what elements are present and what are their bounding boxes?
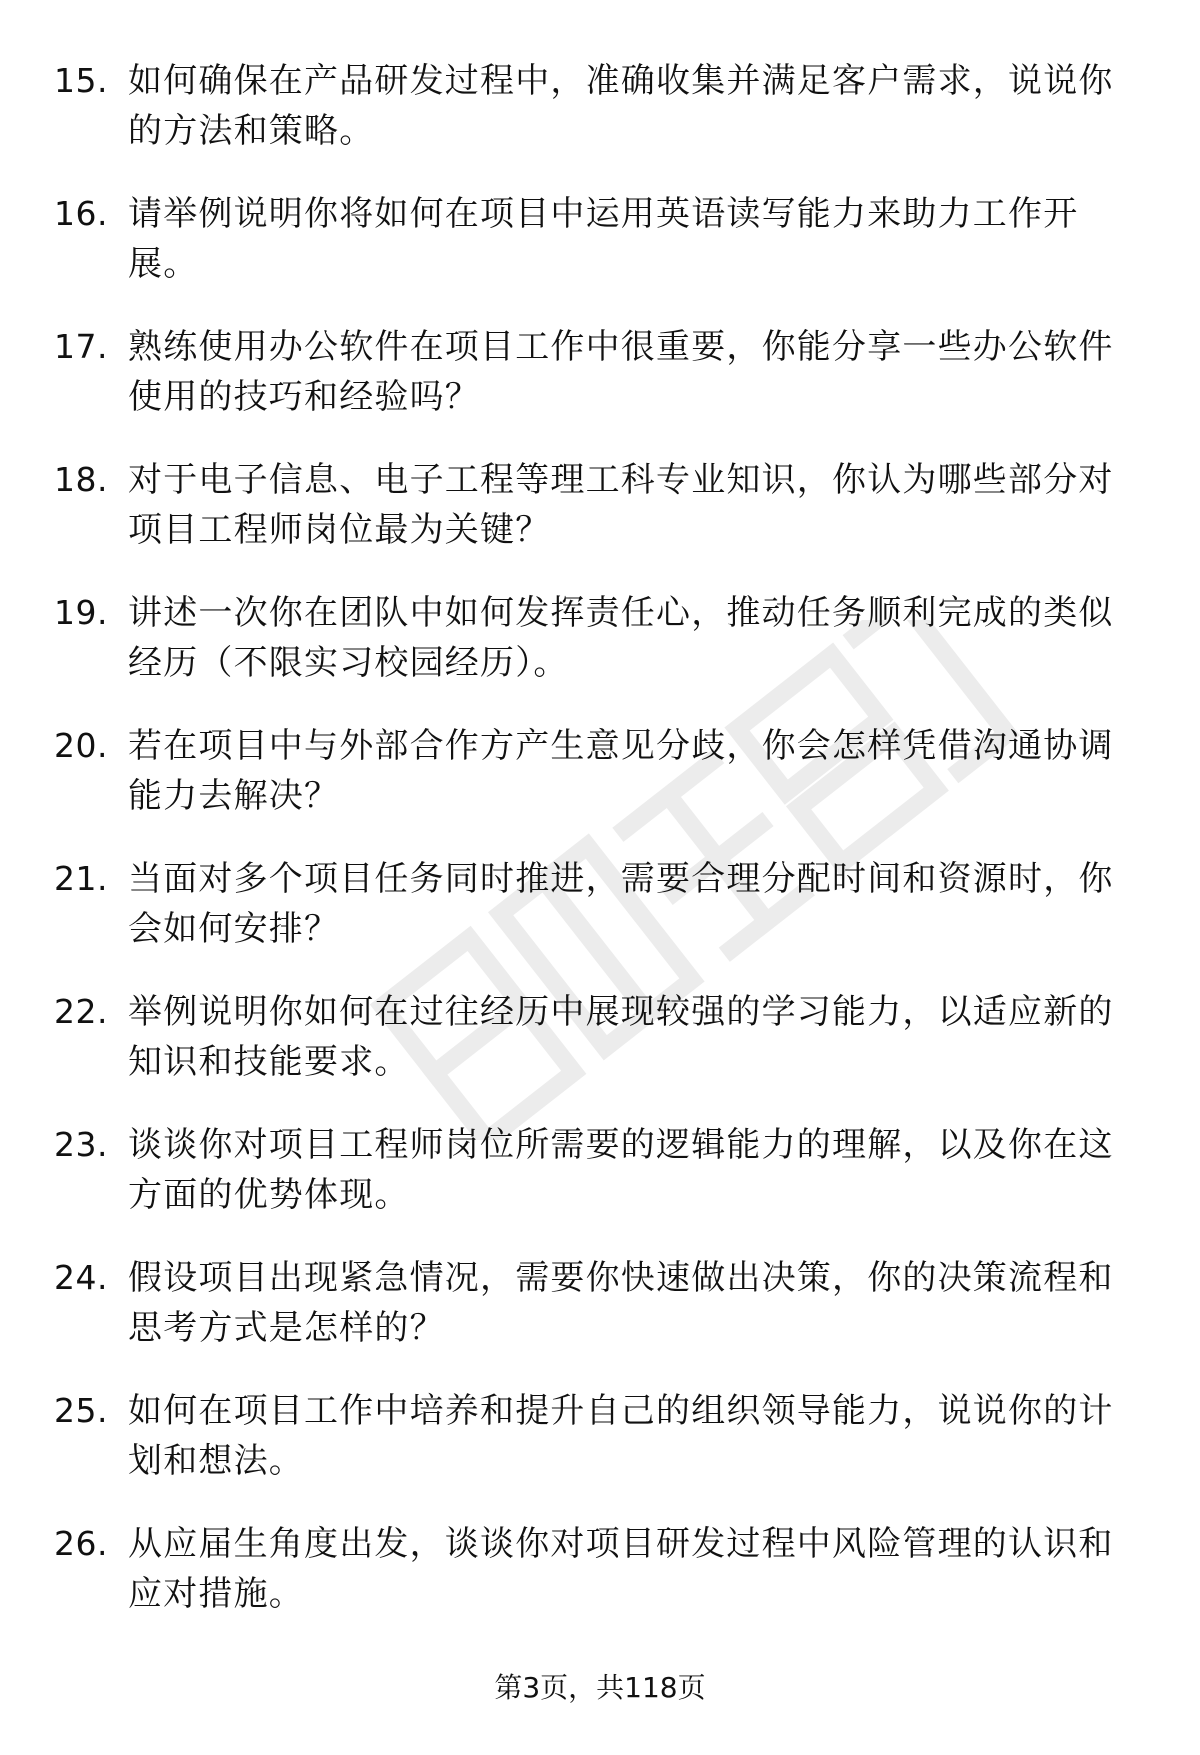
- question-number: 21.: [54, 859, 108, 898]
- question-number: 17.: [54, 327, 108, 366]
- page-number-footer: 第3页，共118页: [494, 1671, 706, 1704]
- question-number: 22.: [54, 992, 108, 1031]
- question-text: 讲述一次你在团队中如何发挥责任心，推动任务顺利完成的类似经历（不限实习校园经历）。: [128, 593, 1114, 683]
- list-item: [0, 721, 1200, 854]
- list-item: [0, 189, 1200, 322]
- question-text: 谈谈你对项目工程师岗位所需要的逻辑能力的理解，以及你在这方面的优势体现。: [128, 1125, 1114, 1215]
- question-text: 请举例说明你将如何在项目中运用英语读写能力来助力工作开展。: [128, 194, 1079, 284]
- list-item: [0, 1253, 1200, 1386]
- question-text: 对于电子信息、电子工程等理工科专业知识，你认为哪些部分对项目工程师岗位最为关键？: [128, 460, 1114, 550]
- question-number: 23.: [54, 1125, 108, 1164]
- question-text: 熟练使用办公软件在项目工作中很重要，你能分享一些办公软件使用的技巧和经验吗？: [128, 327, 1114, 417]
- list-item: [0, 1519, 1200, 1652]
- question-text: 假设项目出现紧急情况，需要你快速做出决策，你的决策流程和思考方式是怎样的？: [128, 1258, 1114, 1348]
- question-text: 从应届生角度出发，谈谈你对项目研发过程中风险管理的认识和应对措施。: [128, 1524, 1114, 1614]
- question-number: 20.: [54, 726, 108, 765]
- question-text: 举例说明你如何在过往经历中展现较强的学习能力，以适应新的知识和技能要求。: [128, 992, 1114, 1082]
- question-number: 24.: [54, 1258, 108, 1297]
- question-number: 18.: [54, 460, 108, 499]
- question-number: 26.: [54, 1524, 108, 1563]
- question-list: [0, 56, 1200, 1652]
- list-item: [0, 322, 1200, 455]
- list-item: [0, 987, 1200, 1120]
- question-text: 如何在项目工作中培养和提升自己的组织领导能力，说说你的计划和想法。: [128, 1391, 1114, 1481]
- question-number: 15.: [54, 61, 108, 100]
- question-text: 若在项目中与外部合作方产生意见分歧，你会怎样凭借沟通协调能力去解决？: [128, 726, 1114, 816]
- list-item: [0, 56, 1200, 189]
- list-item: [0, 588, 1200, 721]
- list-item: [0, 455, 1200, 588]
- list-item: [0, 1386, 1200, 1519]
- list-item: [0, 854, 1200, 987]
- question-number: 25.: [54, 1391, 108, 1430]
- question-text: 当面对多个项目任务同时推进，需要合理分配时间和资源时，你会如何安排？: [128, 859, 1114, 949]
- question-text: 如何确保在产品研发过程中，准确收集并满足客户需求，说说你的方法和策略。: [128, 61, 1114, 151]
- question-number: 19.: [54, 593, 108, 632]
- list-item: [0, 1120, 1200, 1253]
- question-number: 16.: [54, 194, 108, 233]
